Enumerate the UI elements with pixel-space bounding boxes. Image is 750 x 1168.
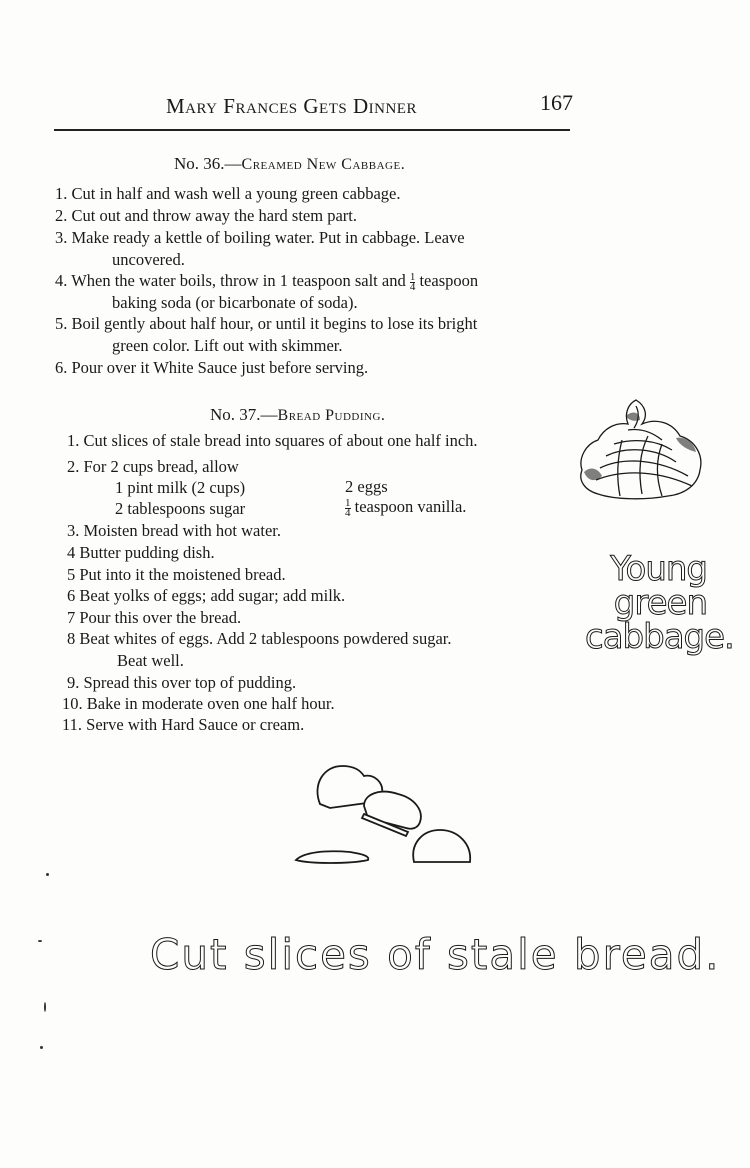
recipe-36-step-continuation: green color. Lift out with skimmer. bbox=[112, 336, 343, 355]
recipe-37-step: 8 Beat whites of eggs. Add 2 tablespoons powdered sugar. bbox=[67, 629, 452, 648]
recipe-37-step: 3. Moisten bread with hot water. bbox=[67, 521, 282, 540]
recipe-37-step-continuation: Beat well. bbox=[117, 651, 184, 670]
ingredient-vanilla: $\frac{1}{4}$ teaspoon vanilla. bbox=[345, 496, 467, 519]
recipe-36-title: Creamed New Cabbage. bbox=[241, 156, 406, 173]
speck bbox=[46, 873, 49, 876]
recipe-37-title: Bread Pudding. bbox=[277, 407, 386, 424]
recipe-37-step: 2. For 2 cups bread, allow bbox=[67, 457, 239, 476]
recipe-37-heading bbox=[210, 405, 385, 425]
recipe-36-step: 3. Make ready a kettle of boiling water. Put in cabbage. Leave bbox=[55, 228, 465, 247]
recipe-36-number: No. 36.— bbox=[174, 154, 242, 173]
recipe-37-step: 1. Cut slices of stale bread into squares of about one half inch. bbox=[67, 431, 478, 450]
bread-slices-illustration bbox=[290, 758, 480, 870]
page-number: 167 bbox=[540, 90, 573, 115]
bread-caption: Cut slices of stale bread. bbox=[150, 930, 721, 979]
ingredient-sugar: 2 tablespoons sugar bbox=[115, 499, 246, 518]
fraction: $\frac{1}{4}$ bbox=[345, 496, 351, 519]
recipe-36-step-continuation: uncovered. bbox=[112, 250, 185, 269]
recipe-36-step-continuation: baking soda (or bicarbonate of soda). bbox=[112, 293, 358, 312]
recipe-36-step: 5. Boil gently about half hour, or until it begins to lose its bright bbox=[55, 314, 478, 333]
cabbage-illustration bbox=[576, 396, 716, 506]
header-rule bbox=[54, 129, 570, 131]
recipe-37-step: 10. Bake in moderate oven one half hour. bbox=[62, 694, 335, 713]
recipe-36-step: 4. When the water boils, throw in 1 teaspoon salt and $\frac{1}{4}$ teaspoon bbox=[55, 270, 479, 293]
fraction: $\frac{1}{4}$ bbox=[409, 270, 416, 293]
recipe-37-step: 6 Beat yolks of eggs; add sugar; add milk. bbox=[67, 586, 346, 605]
recipe-37-number: No. 37.— bbox=[210, 405, 278, 424]
ingredient-eggs: 2 eggs bbox=[345, 477, 388, 496]
speck bbox=[38, 940, 42, 942]
recipe-36-step: 1. Cut in half and wash well a young green cabbage. bbox=[55, 184, 401, 203]
speck bbox=[44, 1002, 46, 1012]
recipe-36-heading bbox=[174, 154, 405, 174]
recipe-36-step: 6. Pour over it White Sauce just before serving. bbox=[55, 358, 369, 377]
recipe-37-step: 5 Put into it the moistened bread. bbox=[67, 565, 286, 584]
recipe-37-step: 7 Pour this over the bread. bbox=[67, 608, 242, 627]
running-header: Mary Frances Gets Dinner bbox=[166, 94, 417, 118]
recipe-37-step: 9. Spread this over top of pudding. bbox=[67, 673, 297, 692]
ingredient-milk: 1 pint milk (2 cups) bbox=[115, 478, 246, 497]
cabbage-caption: Young green cabbage. bbox=[585, 549, 734, 657]
recipe-37-step: 11. Serve with Hard Sauce or cream. bbox=[62, 715, 305, 734]
recipe-37-step: 4 Butter pudding dish. bbox=[67, 543, 215, 562]
recipe-36-step: 2. Cut out and throw away the hard stem part. bbox=[55, 206, 357, 225]
speck bbox=[40, 1046, 43, 1049]
